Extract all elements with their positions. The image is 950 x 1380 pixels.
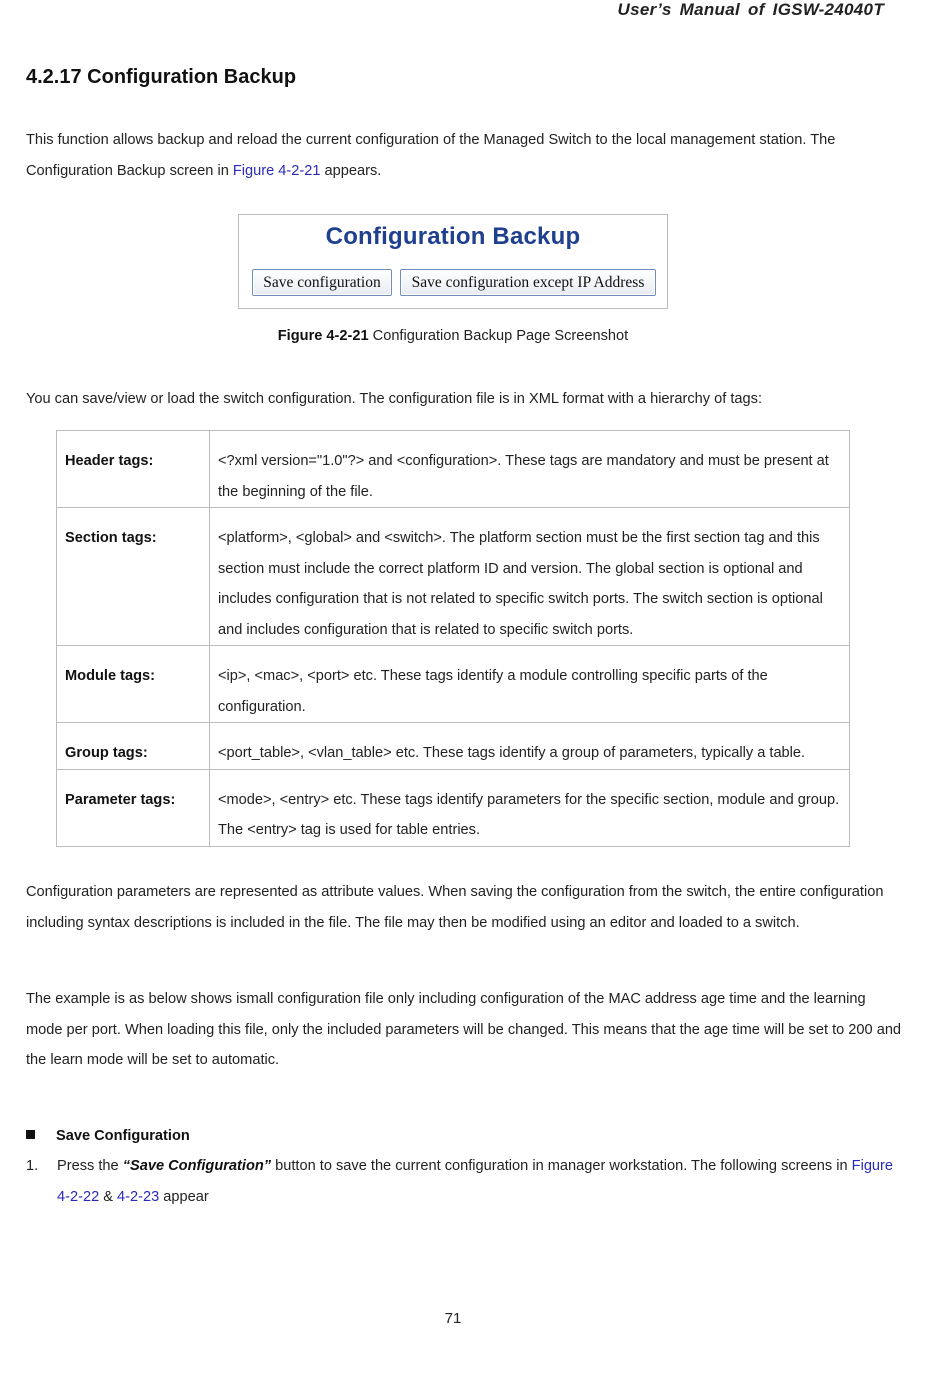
parameters-paragraph: Configuration parameters are represented as attribute values. When saving the configuration from the switch, the entire configuration including syntax descriptions is included in the file. The file may then be modified using an editor and loaded to a switch. — [26, 884, 884, 931]
tag-name-cell: Parameter tags: — [57, 769, 210, 846]
table-row — [57, 431, 850, 508]
step-number: 1. — [26, 1158, 39, 1174]
save-configuration-heading-text: Save Configuration — [56, 1128, 190, 1144]
tag-description-cell: <mode>, <entry> etc. These tags identify parameters for the specific section, module and group. The <entry> tag is used for table entries. — [210, 769, 850, 846]
example-paragraph: The example is as below shows ismall configuration file only including configuration of the MAC address age time and the learning mode per port. When loading this file, only the included parameters will be changed. This means that the age time will be set to 200 and the learn mode will be set to automatic. — [26, 991, 902, 1068]
figure-caption-text: Configuration Backup Page Screenshot — [368, 328, 629, 344]
section-title: 4.2.17 Configuration Backup — [26, 66, 297, 88]
bullet-square-icon — [26, 1130, 35, 1139]
step-body — [57, 1151, 906, 1212]
step-text-3: appear — [159, 1188, 209, 1205]
table-row — [57, 769, 850, 846]
xml-tag-table — [56, 430, 850, 847]
figure-caption — [0, 328, 906, 344]
figure-link[interactable]: Figure 4-2-22 — [57, 1158, 894, 1205]
figure-caption-label: Figure 4-2-21 — [277, 328, 369, 344]
intro-text-1: This function allows backup and reload the current configuration of the Managed Switch to the local management station. The Configuration Backup screen in — [26, 132, 836, 179]
table-row — [57, 723, 850, 770]
table-row — [57, 646, 850, 723]
tag-description-cell: <port_table>, <vlan_table> etc. These tags identify a group of parameters, typically a table. — [210, 723, 850, 770]
running-header: User’s Manual of IGSW-24040T — [617, 0, 884, 19]
tag-name-cell: Header tags: — [57, 431, 210, 508]
tag-description-cell: <?xml version="1.0"?> and <configuration>. These tags are mandatory and must be present at the beginning of the file. — [210, 431, 850, 508]
intro-text-2: appears. — [320, 162, 382, 179]
screenshot-title: Configuration Backup — [325, 223, 581, 250]
tag-description-cell: <ip>, <mac>, <port> etc. These tags identify a module controlling specific parts of the configuration. — [210, 646, 850, 723]
save-configuration-except-ip-button[interactable]: Save configuration except IP Address — [400, 269, 656, 296]
tag-name-cell: Section tags: — [57, 508, 210, 646]
tag-name-cell: Module tags: — [57, 646, 210, 723]
save-configuration-button[interactable]: Save configuration — [252, 269, 392, 296]
step-emphasis: “Save Configuration” — [122, 1158, 272, 1174]
figure-link[interactable]: 4-2-23 — [117, 1188, 160, 1205]
save-configuration-heading — [26, 1121, 190, 1152]
tag-description-cell: <platform>, <global> and <switch>. The platform section must be the first section tag and this section must include the correct platform ID and version. The global section is optional and includes configuration that is not related to specific switch ports. The switch section is optional and includes configuration that is related to specific switch ports. — [210, 508, 850, 646]
table-row — [57, 508, 850, 646]
intro-paragraph — [26, 125, 906, 186]
step-item — [26, 1151, 906, 1212]
step-ampersand: & — [99, 1188, 118, 1205]
figure-link[interactable]: Figure 4-2-21 — [232, 162, 321, 179]
step-text-1: Press the — [57, 1158, 123, 1174]
page-number: 71 — [444, 1310, 462, 1327]
configuration-backup-screenshot — [238, 214, 668, 309]
tags-intro-paragraph: You can save/view or load the switch configuration. The configuration file is in XML format with a hierarchy of tags: — [26, 391, 763, 407]
step-text-2: button to save the current configuration in manager workstation. The following screens in — [271, 1158, 852, 1174]
tag-name-cell: Group tags: — [57, 723, 210, 770]
